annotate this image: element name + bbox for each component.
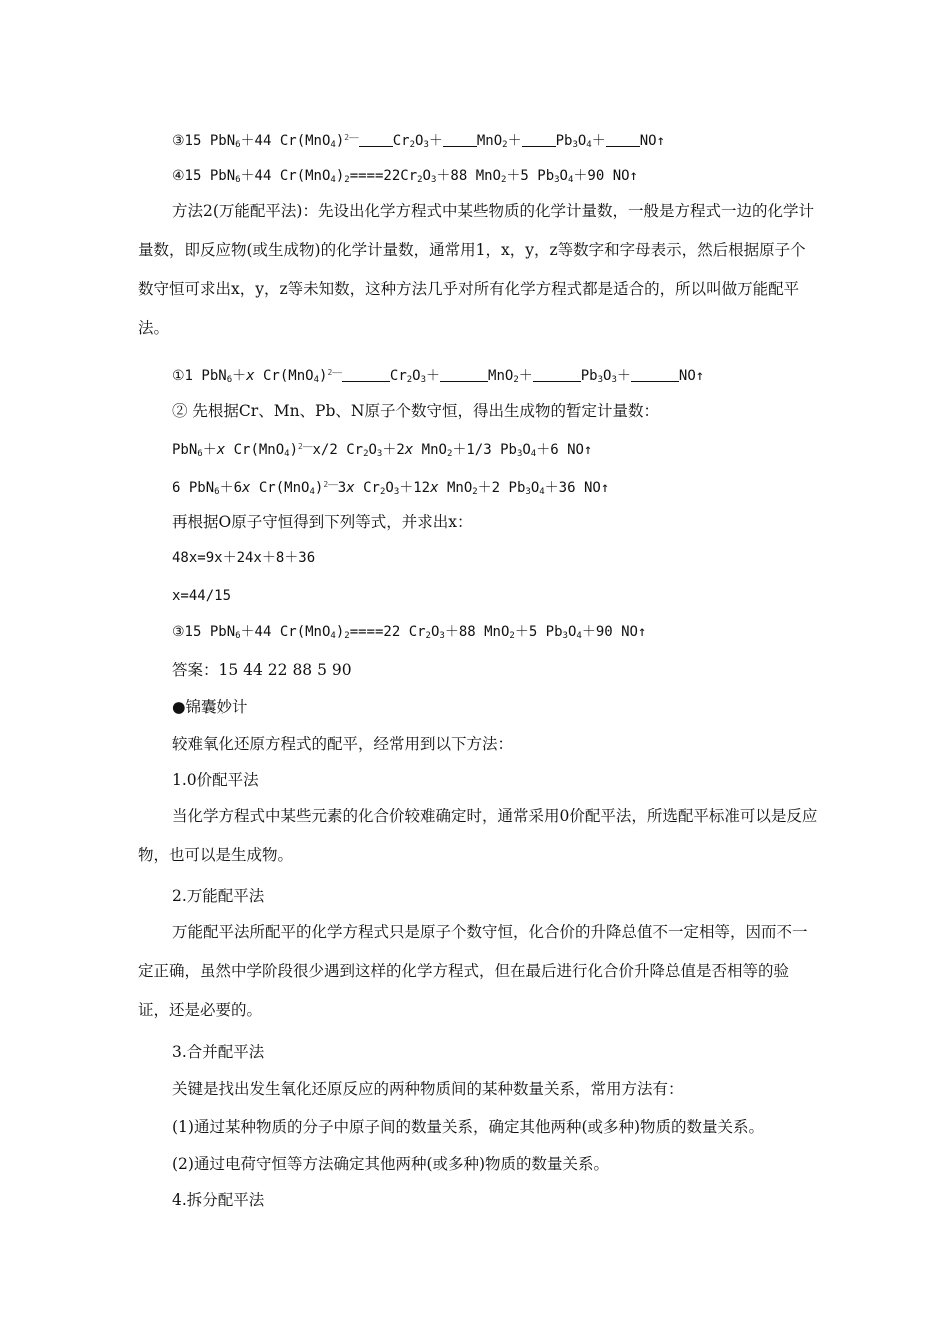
section-title: ●锦囊妙计 [172, 698, 248, 716]
equation-scaled: 6 PbN$_6$＋6x $Cr(MnO_4)^{2——}3x$ $Cr_2O_3+12x$ MnO$_2$＋2 $Pb_3O_4+36$ NO↑ [172, 480, 610, 497]
heading-method-2: 2.万能配平法 [172, 887, 265, 905]
x-value: x=44/15 [172, 588, 232, 604]
step-2-text: ② 先根据Cr、Mn、Pb、N原子个数守恒，得出生成物的暂定计量数： [172, 402, 659, 420]
equation-final: ③15 PbN$_6$＋44 $Cr(MnO_4)_2====22$ $Cr_2O_3+88$ MnO$_2$＋5 $Pb_3O_4+90$ NO↑ [172, 624, 647, 641]
equation-step-1: ①1 PbN$_6$＋x $Cr(MnO_4)^{2——}$ $Cr_2O_3+ MnO_2+ Pb_3O_3+$ NO↑ [172, 368, 705, 385]
intro-text: 较难氧化还原方程式的配平，经常用到以下方法： [172, 735, 514, 753]
equation-tentative: PbN$_6$＋x $Cr(MnO_4)^{2——}x/2$ $Cr_2O_3+2x$ MnO$_2$＋1/3 $Pb_3O_4+6$ NO↑ [172, 442, 593, 459]
method-3-item-2: (2)通过电荷守恒等方法确定其他两种(或多种)物质的数量关系。 [172, 1155, 610, 1173]
equation-line-3-blank: ③15 PbN$_6$＋44 $Cr(MnO_4)^{2——}$ $Cr_2O_3+ MnO_2+ Pb_3O_4+$ NO↑ [172, 133, 666, 150]
heading-method-1: 1.0价配平法 [172, 771, 259, 789]
method2-paragraph: 方法2(万能配平法)：先设出化学方程式中某些物质的化学计量数，一般是方程式一边的化学计量数，即反应物(或生成物)的化学计量数，通常用1，x，y，z等数字和字母表示，然后根据原子个数守恒可求出x，y，z等未知数，这种方法几乎对所有化学方程式都是适合的，所以叫做万能配平法。 [138, 202, 814, 337]
equation-solve: 48x=9x＋24x＋8＋36 [172, 550, 316, 566]
method-1-paragraph: 当化学方程式中某些元素的化合价较难确定时，通常采用0价配平法，所选配平标准可以是反应物，也可以是生成物。 [138, 807, 818, 864]
equation-line-4: ④15 PbN$_6$＋44 $Cr(MnO_4)_2====22Cr_2O_3+88$ MnO$_2$＋5 $Pb_3O_4+90$ NO↑ [172, 168, 638, 185]
method-2-paragraph: 万能配平法所配平的化学方程式只是原子个数守恒，化合价的升降总值不一定相等，因而不一定正确，虽然中学阶段很少遇到这样的化学方程式，但在最后进行化合价升降总值是否相等的验证，还是必要的。 [138, 923, 808, 1019]
heading-method-4: 4.拆分配平法 [172, 1191, 265, 1209]
oxygen-conservation-text: 再根据O原子守恒得到下列等式，并求出x： [172, 513, 473, 531]
answer-line: 答案：15 44 22 88 5 90 [172, 661, 352, 679]
method-3-intro: 关键是找出发生氧化还原反应的两种物质间的某种数量关系，常用方法有： [172, 1080, 684, 1098]
method-3-item-1: (1)通过某种物质的分子中原子间的数量关系，确定其他两种(或多种)物质的数量关系。 [172, 1118, 765, 1136]
heading-method-3: 3.合并配平法 [172, 1043, 265, 1061]
